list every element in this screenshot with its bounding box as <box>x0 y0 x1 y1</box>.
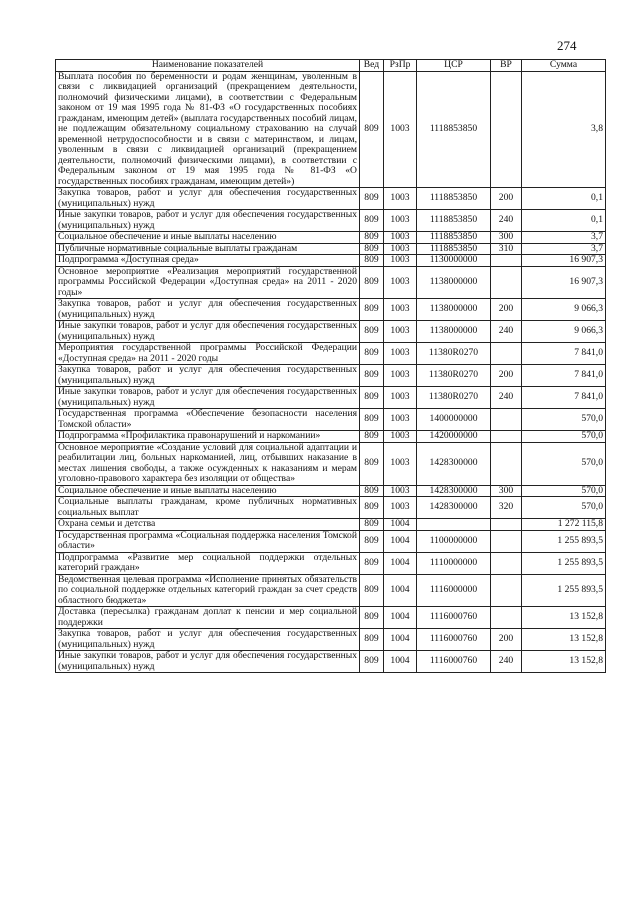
row-csr: 1118853850 <box>417 243 491 255</box>
row-rzpr: 1003 <box>384 71 417 188</box>
row-ved: 809 <box>360 530 384 552</box>
table-row <box>56 71 606 188</box>
row-ved: 809 <box>360 387 384 409</box>
row-csr: 1118853850 <box>417 210 491 232</box>
row-csr: 1130000000 <box>417 255 491 267</box>
row-rzpr: 1003 <box>384 485 417 497</box>
row-vr <box>491 519 522 531</box>
table-row <box>56 343 606 365</box>
row-name: Социальные выплаты гражданам, кроме публичных нормативных социальных выплат <box>56 497 360 519</box>
row-rzpr: 1003 <box>384 232 417 244</box>
row-sum: 1 272 115,8 <box>522 519 606 531</box>
row-name: Доставка (пересылка) гражданам доплат к пенсии и мер социальной поддержки <box>56 607 360 629</box>
row-ved: 809 <box>360 574 384 607</box>
table-row <box>56 321 606 343</box>
row-csr: 1118853850 <box>417 188 491 210</box>
row-csr <box>417 519 491 531</box>
row-rzpr: 1003 <box>384 409 417 431</box>
row-sum: 3,7 <box>522 232 606 244</box>
row-vr <box>491 530 522 552</box>
row-ved: 809 <box>360 409 384 431</box>
row-csr: 1428300000 <box>417 442 491 485</box>
row-csr: 1100000000 <box>417 530 491 552</box>
row-ved: 809 <box>360 232 384 244</box>
table-row <box>56 530 606 552</box>
row-rzpr: 1003 <box>384 210 417 232</box>
row-vr <box>491 552 522 574</box>
row-csr: 11380R0270 <box>417 387 491 409</box>
row-csr: 1420000000 <box>417 431 491 443</box>
row-name: Социальное обеспечение и иные выплаты населению <box>56 485 360 497</box>
row-ved: 809 <box>360 243 384 255</box>
header-name: Наименование показателей <box>56 60 360 72</box>
row-ved: 809 <box>360 210 384 232</box>
row-sum: 1 255 893,5 <box>522 552 606 574</box>
row-ved: 809 <box>360 651 384 673</box>
row-vr: 200 <box>491 629 522 651</box>
row-sum: 0,1 <box>522 210 606 232</box>
row-name: Ведомственная целевая программа «Исполнение принятых обязательств по социальной поддержке отдельных категорий граждан за счет средств областного бюджета» <box>56 574 360 607</box>
row-ved: 809 <box>360 321 384 343</box>
row-vr <box>491 71 522 188</box>
row-rzpr: 1003 <box>384 299 417 321</box>
row-vr: 300 <box>491 232 522 244</box>
row-sum: 13 152,8 <box>522 607 606 629</box>
row-sum: 7 841,0 <box>522 365 606 387</box>
row-rzpr: 1004 <box>384 651 417 673</box>
row-ved: 809 <box>360 343 384 365</box>
row-name: Основное мероприятие «Реализация мероприятий государственной программы Российской Федерации «Доступная среда» на 2011 - 2020 годы» <box>56 266 360 299</box>
row-sum: 570,0 <box>522 497 606 519</box>
table-row <box>56 243 606 255</box>
table-row <box>56 409 606 431</box>
row-rzpr: 1003 <box>384 343 417 365</box>
row-vr: 310 <box>491 243 522 255</box>
row-name: Иные закупки товаров, работ и услуг для обеспечения государственных (муниципальных) нужд <box>56 210 360 232</box>
table-row <box>56 485 606 497</box>
row-vr <box>491 574 522 607</box>
row-vr <box>491 343 522 365</box>
table-row <box>56 431 606 443</box>
row-vr: 200 <box>491 365 522 387</box>
row-ved: 809 <box>360 485 384 497</box>
row-csr: 1400000000 <box>417 409 491 431</box>
row-rzpr: 1004 <box>384 574 417 607</box>
row-vr: 300 <box>491 485 522 497</box>
row-rzpr: 1004 <box>384 629 417 651</box>
row-rzpr: 1003 <box>384 243 417 255</box>
row-ved: 809 <box>360 442 384 485</box>
row-csr: 1110000000 <box>417 552 491 574</box>
row-sum: 16 907,3 <box>522 255 606 267</box>
row-ved: 809 <box>360 188 384 210</box>
header-sum: Сумма <box>522 60 606 72</box>
row-vr <box>491 607 522 629</box>
header-csr: ЦСР <box>417 60 491 72</box>
row-sum: 7 841,0 <box>522 343 606 365</box>
header-vr: ВР <box>491 60 522 72</box>
row-sum: 3,8 <box>522 71 606 188</box>
row-name: Иные закупки товаров, работ и услуг для обеспечения государственных (муниципальных) нужд <box>56 651 360 673</box>
row-sum: 570,0 <box>522 431 606 443</box>
row-rzpr: 1004 <box>384 519 417 531</box>
row-rzpr: 1003 <box>384 321 417 343</box>
row-sum: 16 907,3 <box>522 266 606 299</box>
row-vr <box>491 431 522 443</box>
row-rzpr: 1003 <box>384 255 417 267</box>
row-vr: 240 <box>491 210 522 232</box>
row-name: Закупка товаров, работ и услуг для обеспечения государственных (муниципальных) нужд <box>56 299 360 321</box>
row-vr <box>491 266 522 299</box>
row-rzpr: 1003 <box>384 442 417 485</box>
row-vr <box>491 255 522 267</box>
row-csr: 1116000760 <box>417 607 491 629</box>
row-name: Закупка товаров, работ и услуг для обеспечения государственных (муниципальных) нужд <box>56 629 360 651</box>
row-name: Публичные нормативные социальные выплаты гражданам <box>56 243 360 255</box>
table-row <box>56 552 606 574</box>
table-row <box>56 519 606 531</box>
row-name: Мероприятия государственной программы Российской Федерации «Доступная среда» на 2011 - 2020 годы <box>56 343 360 365</box>
row-ved: 809 <box>360 71 384 188</box>
row-rzpr: 1004 <box>384 607 417 629</box>
row-ved: 809 <box>360 255 384 267</box>
row-name: Выплата пособия по беременности и родам женщинам, уволенным в связи с ликвидацией организаций (прекращением деятельности, полномочий физическими лицами), в соответствии с Федеральным законом от 19 мая 1995 года № 81-ФЗ «О государственных пособиях гражданам, имеющим детей» (выплата государственных пособий лицам, не подлежащим обязательному социальному страхованию на случай временной нетрудоспособности и в связи с материнством, и лицам, уволенным в связи с ликвидацией организаций (прекращением деятельности, полномочий физическими лицами), в соответствии с Федеральным законом от 19 мая 1995 года № 81-ФЗ «О государственных пособиях гражданам, имеющим детей») <box>56 71 360 188</box>
row-csr: 1116000760 <box>417 629 491 651</box>
table-row <box>56 497 606 519</box>
row-vr: 240 <box>491 651 522 673</box>
row-ved: 809 <box>360 365 384 387</box>
table-row <box>56 266 606 299</box>
row-name: Закупка товаров, работ и услуг для обеспечения государственных (муниципальных) нужд <box>56 188 360 210</box>
row-sum: 570,0 <box>522 442 606 485</box>
row-sum: 9 066,3 <box>522 299 606 321</box>
row-ved: 809 <box>360 519 384 531</box>
row-sum: 570,0 <box>522 409 606 431</box>
row-vr <box>491 409 522 431</box>
row-sum: 570,0 <box>522 485 606 497</box>
row-ved: 809 <box>360 299 384 321</box>
row-vr: 240 <box>491 387 522 409</box>
row-vr: 200 <box>491 299 522 321</box>
row-name: Государственная программа «Обеспечение безопасности населения Томской области» <box>56 409 360 431</box>
table-row <box>56 255 606 267</box>
table-row <box>56 365 606 387</box>
row-ved: 809 <box>360 552 384 574</box>
row-ved: 809 <box>360 266 384 299</box>
row-csr: 1428300000 <box>417 497 491 519</box>
table-row <box>56 574 606 607</box>
row-csr: 11380R0270 <box>417 365 491 387</box>
table-row <box>56 232 606 244</box>
row-rzpr: 1003 <box>384 387 417 409</box>
row-rzpr: 1003 <box>384 497 417 519</box>
row-csr: 1116000000 <box>417 574 491 607</box>
row-sum: 13 152,8 <box>522 629 606 651</box>
row-vr: 320 <box>491 497 522 519</box>
row-csr: 1118853850 <box>417 71 491 188</box>
row-name: Закупка товаров, работ и услуг для обеспечения государственных (муниципальных) нужд <box>56 365 360 387</box>
page-number: 274 <box>557 38 577 53</box>
row-csr: 1138000000 <box>417 299 491 321</box>
row-ved: 809 <box>360 497 384 519</box>
row-rzpr: 1004 <box>384 552 417 574</box>
row-vr: 240 <box>491 321 522 343</box>
row-sum: 0,1 <box>522 188 606 210</box>
table-row <box>56 607 606 629</box>
row-rzpr: 1003 <box>384 431 417 443</box>
row-name: Подпрограмма «Доступная среда» <box>56 255 360 267</box>
row-sum: 1 255 893,5 <box>522 574 606 607</box>
row-sum: 13 152,8 <box>522 651 606 673</box>
table-row <box>56 651 606 673</box>
row-rzpr: 1003 <box>384 266 417 299</box>
row-csr: 11380R0270 <box>417 343 491 365</box>
table-header-row <box>56 60 606 72</box>
row-vr <box>491 442 522 485</box>
row-name: Охрана семьи и детства <box>56 519 360 531</box>
header-ved: Вед <box>360 60 384 72</box>
table-row <box>56 387 606 409</box>
row-rzpr: 1003 <box>384 188 417 210</box>
row-name: Иные закупки товаров, работ и услуг для обеспечения государственных (муниципальных) нужд <box>56 387 360 409</box>
row-ved: 809 <box>360 607 384 629</box>
row-csr: 1428300000 <box>417 485 491 497</box>
row-csr: 1118853850 <box>417 232 491 244</box>
table-row <box>56 210 606 232</box>
row-csr: 1116000760 <box>417 651 491 673</box>
row-name: Основное мероприятие «Создание условий для социальной адаптации и реабилитации лиц, больных наркоманией, лиц, отбывших наказание в местах лишения свободы, а также осужденных к наказаниям и мерам уголовно-правового характера без изоляции от общества» <box>56 442 360 485</box>
row-rzpr: 1003 <box>384 365 417 387</box>
row-csr: 1138000000 <box>417 266 491 299</box>
row-ved: 809 <box>360 431 384 443</box>
row-sum: 7 841,0 <box>522 387 606 409</box>
row-name: Социальное обеспечение и иные выплаты населению <box>56 232 360 244</box>
row-name: Иные закупки товаров, работ и услуг для обеспечения государственных (муниципальных) нужд <box>56 321 360 343</box>
row-name: Подпрограмма «Профилактика правонарушений и наркомании» <box>56 431 360 443</box>
table-row <box>56 188 606 210</box>
row-vr: 200 <box>491 188 522 210</box>
row-rzpr: 1004 <box>384 530 417 552</box>
row-sum: 1 255 893,5 <box>522 530 606 552</box>
budget-table <box>55 59 606 673</box>
row-csr: 1138000000 <box>417 321 491 343</box>
row-name: Государственная программа «Социальная поддержка населения Томской области» <box>56 530 360 552</box>
row-name: Подпрограмма «Развитие мер социальной поддержки отдельных категорий граждан» <box>56 552 360 574</box>
header-rzpr: РзПр <box>384 60 417 72</box>
row-sum: 3,7 <box>522 243 606 255</box>
row-sum: 9 066,3 <box>522 321 606 343</box>
table-row <box>56 629 606 651</box>
table-row <box>56 299 606 321</box>
table-row <box>56 442 606 485</box>
row-ved: 809 <box>360 629 384 651</box>
